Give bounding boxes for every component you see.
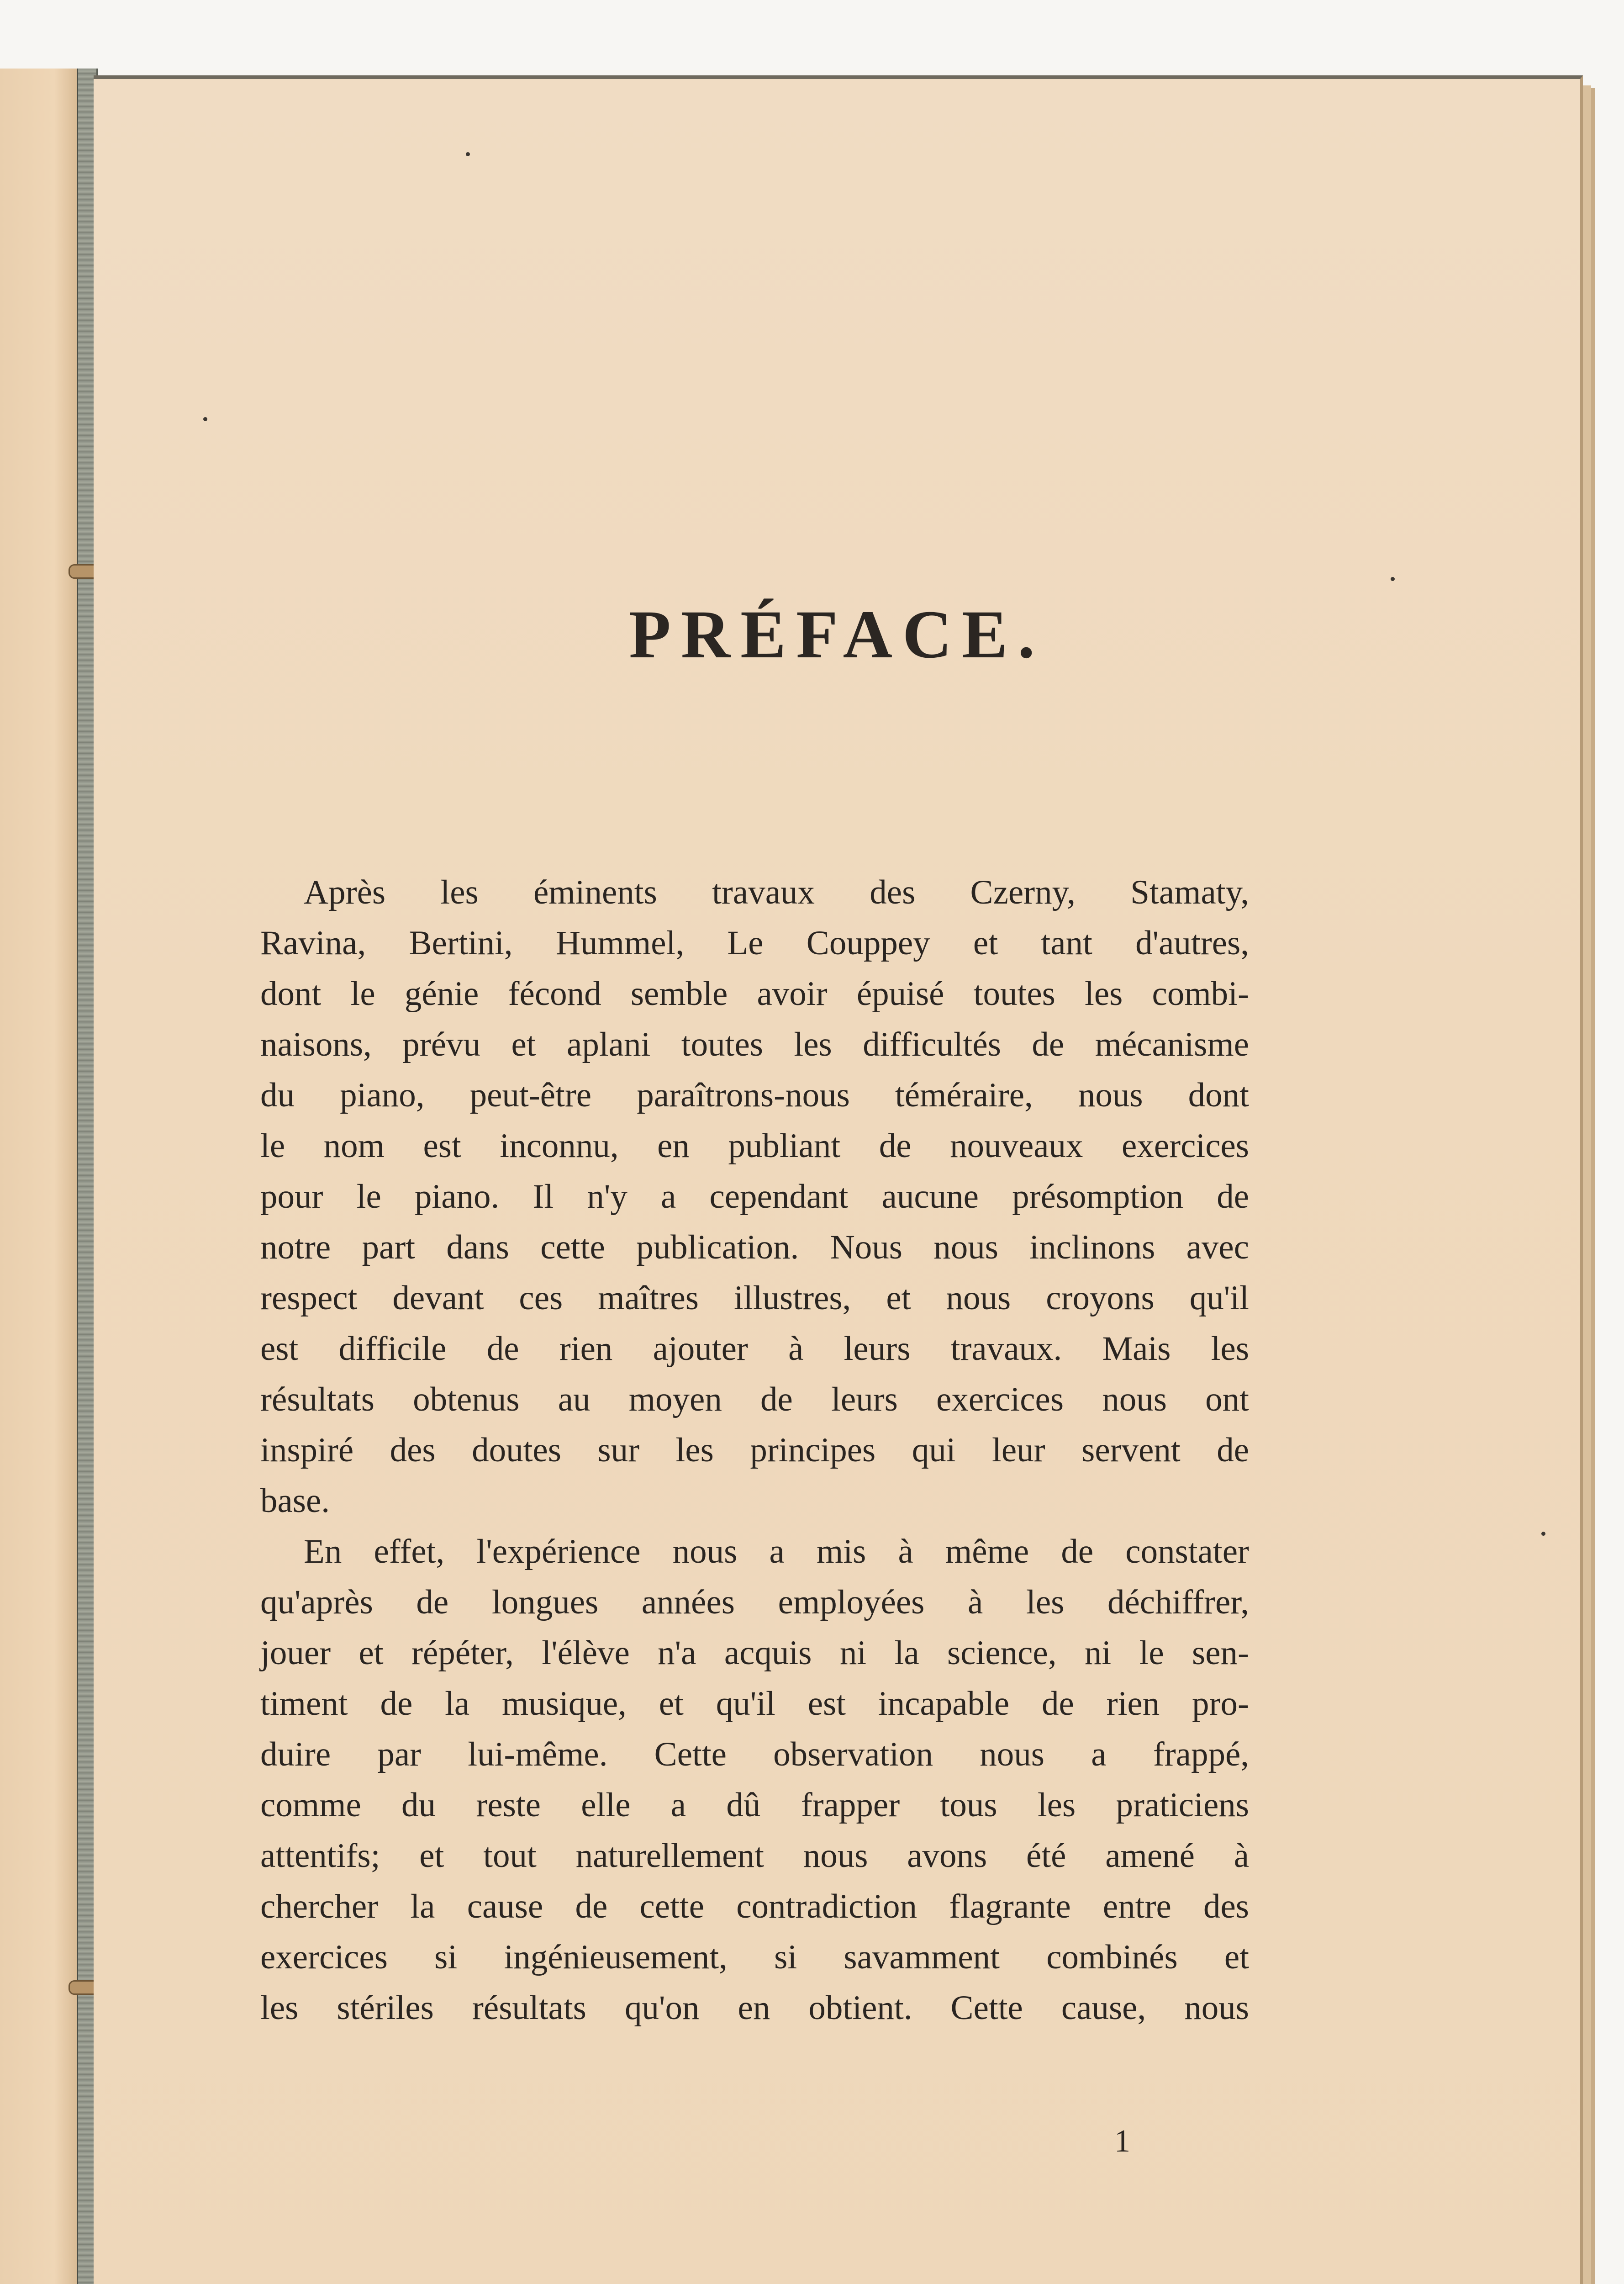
text-line: pour le piano. Il n'y a cependant aucune présomption de: [260, 1178, 1249, 1216]
text-line: dont le génie fécond semble avoir épuisé toutes les combi-: [260, 975, 1249, 1013]
facing-page-edge: [0, 69, 80, 2284]
paper-speck: [1391, 577, 1395, 581]
page-number: 1: [1114, 2124, 1130, 2159]
book-page: [94, 75, 1583, 2284]
text-line: inspiré des doutes sur les principes qui leur servent de: [260, 1431, 1249, 1469]
text-line: base.: [260, 1482, 330, 1520]
text-line: timent de la musique, et qu'il est incapable de rien pro-: [260, 1685, 1249, 1723]
text-line: le nom est inconnu, en publiant de nouveaux exercices: [260, 1127, 1249, 1165]
text-line: notre part dans cette publication. Nous nous inclinons avec: [260, 1228, 1249, 1266]
text-line: respect devant ces maîtres illustres, et nous croyons qu'il: [260, 1279, 1249, 1317]
text-line: jouer et répéter, l'élève n'a acquis ni la science, ni le sen-: [260, 1634, 1249, 1672]
text-line: chercher la cause de cette contradiction flagrante entre des: [260, 1887, 1249, 1925]
paper-speck: [203, 417, 207, 421]
paragraph: [260, 1526, 1249, 2033]
text-line: comme du reste elle a dû frapper tous les praticiens: [260, 1786, 1249, 1824]
text-line: les stériles résultats qu'on en obtient. Cette cause, nous: [260, 1989, 1249, 2027]
text-line: naisons, prévu et aplani toutes les difficultés de mécanisme: [260, 1026, 1249, 1063]
text-line: qu'après de longues années employées à les déchiffrer,: [260, 1583, 1249, 1621]
paper-speck: [466, 152, 470, 156]
text-line: duire par lui-même. Cette observation nous a frappé,: [260, 1735, 1249, 1773]
text-line: exercices si ingénieusement, si savamment combinés et: [260, 1938, 1249, 1976]
paragraph: [260, 867, 1249, 1526]
text-line: est difficile de rien ajouter à leurs travaux. Mais les: [260, 1330, 1249, 1368]
page-title: PRÉFACE.: [629, 597, 1045, 672]
text-line: résultats obtenus au moyen de leurs exercices nous ont: [260, 1380, 1249, 1418]
text-line: attentifs; et tout naturellement nous avons été amené à: [260, 1837, 1249, 1875]
text-line: du piano, peut-être paraîtrons-nous téméraire, nous dont: [260, 1076, 1249, 1114]
text-line: Après les éminents travaux des Czerny, Stamaty,: [304, 873, 1249, 911]
page-body: [260, 867, 1249, 2033]
text-line: En effet, l'expérience nous a mis à même de constater: [304, 1533, 1249, 1570]
paper-speck: [1541, 1532, 1545, 1536]
text-line: Ravina, Bertini, Hummel, Le Couppey et tant d'autres,: [260, 924, 1249, 962]
